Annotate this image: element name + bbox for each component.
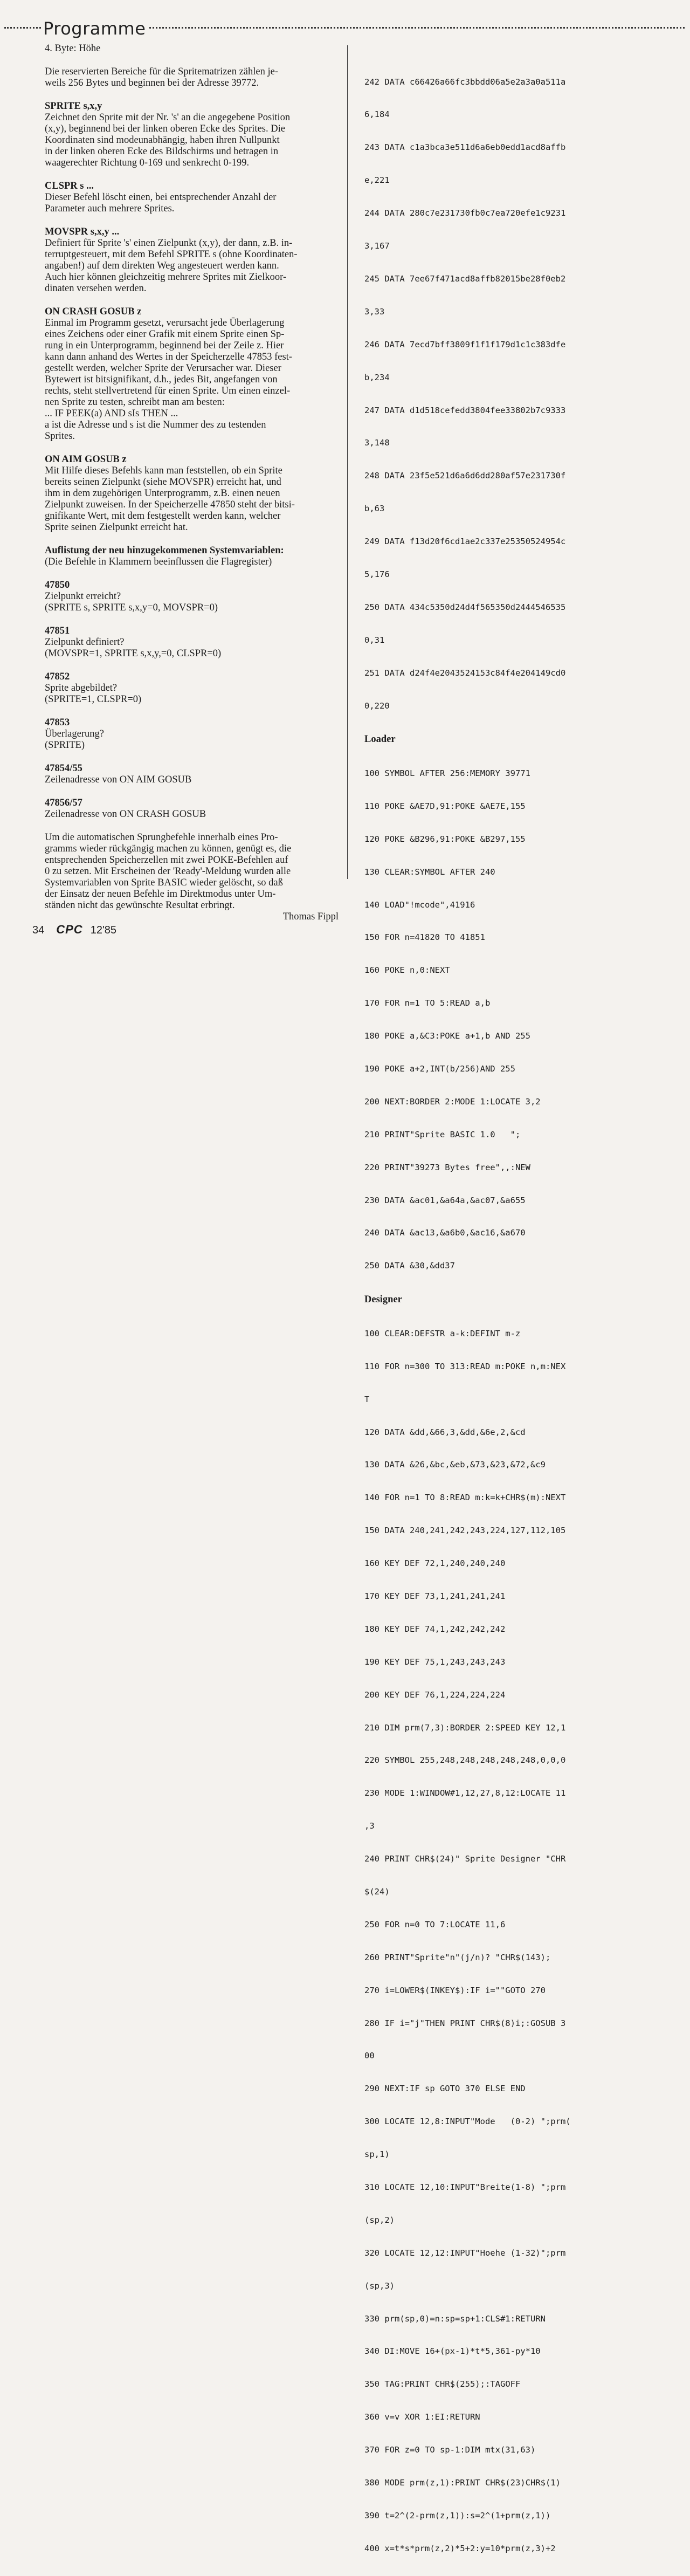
text-line: (x,y), beginnend bei der linken oberen Ecke des Sprites. Die xyxy=(45,123,285,134)
sysvar-item xyxy=(45,798,339,820)
text-line: Überlagerung? xyxy=(45,729,104,739)
code-line: 170 FOR n=1 TO 5:READ a,b xyxy=(364,998,491,1008)
text-line: eines Zeichens oder einer Grafik mit einem Sprite einen Sp- xyxy=(45,329,285,340)
text-line: Koordinaten sind modeunabhängig, haben ihren Nullpunkt xyxy=(45,135,280,146)
command-heading: ON AIM GOSUB z xyxy=(45,454,127,465)
code-line: 160 KEY DEF 72,1,240,240,240 xyxy=(364,1558,506,1569)
code-line: 100 SYMBOL AFTER 256:MEMORY 39771 xyxy=(364,768,530,778)
text-line: weils 256 Bytes und beginnen bei der Adresse 39772. xyxy=(45,78,259,88)
code-line: 380 MODE prm(z,1):PRINT CHR$(23)CHR$(1) xyxy=(364,2478,561,2488)
code-line: 210 DIM prm(7,3):BORDER 2:SPEED KEY 12,1 xyxy=(364,1722,566,1733)
designer-listing xyxy=(364,1306,639,2575)
code-line: b,234 xyxy=(364,372,390,382)
text-line: 4. Byte: Höhe xyxy=(45,43,101,54)
loader-listing xyxy=(364,746,639,1293)
command-heading: ON CRASH GOSUB z xyxy=(45,306,142,317)
text-line: (SPRITE=1, CLSPR=0) xyxy=(45,694,142,705)
code-line: 290 NEXT:IF sp GOTO 370 ELSE END xyxy=(364,2084,526,2094)
code-line: 360 v=v XOR 1:EI:RETURN xyxy=(364,2412,480,2422)
code-line: 230 MODE 1:WINDOW#1,12,27,8,12:LOCATE 11 xyxy=(364,1788,566,1798)
sysvar-address: 47856/57 xyxy=(45,798,82,808)
text-line: angaben!) auf dem direkten Weg angesteuert werden kann. xyxy=(45,260,279,271)
code-line: 245 DATA 7ee67f471acd8affb82015be28f0eb2 xyxy=(364,273,566,284)
text-line: (MOVSPR=1, SPRITE s,x,y,=0, CLSPR=0) xyxy=(45,648,222,659)
code-line: sp,1) xyxy=(364,2149,390,2160)
text-line: dinaten versehen werden. xyxy=(45,283,147,294)
clspr-command xyxy=(45,181,339,215)
reserved-paragraph xyxy=(45,66,339,89)
code-line: 310 LOCATE 12,10:INPUT"Breite(1-8) ";prm xyxy=(364,2182,566,2192)
on-crash-command xyxy=(45,306,339,442)
text-line: 0 zu setzen. Mit Erscheinen der 'Ready'-Meldung wurden alle xyxy=(45,866,291,877)
code-line: 260 PRINT"Sprite"n"(j/n)? "CHR$(143); xyxy=(364,1952,551,1962)
code-line: 110 POKE &AE7D,91:POKE &AE7E,155 xyxy=(364,801,526,811)
magazine-logo: CPC xyxy=(56,923,83,936)
sysvar-address: 47853 xyxy=(45,717,70,728)
designer-heading: Designer xyxy=(364,1294,402,1306)
code-line: 180 POKE a,&C3:POKE a+1,b AND 255 xyxy=(364,1031,530,1041)
text-line: Sprite abgebildet? xyxy=(45,683,118,693)
text-line: ihm in dem zugehörigen Unterprogramm, z.B. einen neuen xyxy=(45,488,280,499)
code-line: 230 DATA &ac01,&a64a,&ac07,&a655 xyxy=(364,1195,526,1205)
code-line: (sp,2) xyxy=(364,2215,395,2225)
sysvar-address: 47852 xyxy=(45,671,70,682)
code-line: 140 FOR n=1 TO 8:READ m:k=k+CHR$(m):NEXT xyxy=(364,1493,566,1503)
column-divider xyxy=(347,45,348,879)
text-line: Parameter auch mehrere Sprites. xyxy=(45,203,175,214)
text-line: (Die Befehle in Klammern beeinflussen die Flagregister) xyxy=(45,557,272,567)
sysvar-item xyxy=(45,717,339,751)
code-line: 370 FOR z=0 TO sp-1:DIM mtx(31,63) xyxy=(364,2445,536,2455)
code-line: 250 DATA &30,&dd37 xyxy=(364,1261,455,1271)
code-line: 130 CLEAR:SYMBOL AFTER 240 xyxy=(364,867,495,877)
text-line: ständen nicht das gewünschte Resultat erbringt. xyxy=(45,900,235,911)
command-heading: SPRITE s,x,y xyxy=(45,101,102,112)
code-line: T xyxy=(364,1394,370,1404)
code-line: 330 prm(sp,0)=n:sp=sp+1:CLS#1:RETURN xyxy=(364,2313,546,2324)
text-line: Sprite seinen Zielpunkt erreicht hat. xyxy=(45,522,188,533)
code-line: 190 KEY DEF 75,1,243,243,243 xyxy=(364,1657,506,1667)
code-line: 390 t=2^(2-prm(z,1)):s=2^(1+prm(z,1)) xyxy=(364,2510,551,2520)
text-line: Sprites. xyxy=(45,431,75,442)
code-line: 350 TAG:PRINT CHR$(255);:TAGOFF xyxy=(364,2379,521,2389)
code-line: 0,220 xyxy=(364,700,390,711)
sysvar-item xyxy=(45,671,339,705)
code-line: 100 CLEAR:DEFSTR a-k:DEFINT m-z xyxy=(364,1328,521,1338)
code-line: 5,176 xyxy=(364,569,390,579)
on-aim-command xyxy=(45,454,339,533)
sysvars-section xyxy=(45,545,339,568)
code-line: 00 xyxy=(364,2051,375,2061)
code-line: e,221 xyxy=(364,175,390,186)
text-line: Einmal im Programm gesetzt, verursacht jede Überlagerung xyxy=(45,318,285,328)
text-line: (SPRITE s, SPRITE s,x,y=0, MOVSPR=0) xyxy=(45,602,218,613)
text-line: gestellt werden, welcher Sprite der Verursacher war. Dieser xyxy=(45,363,281,374)
issue-date: 12'85 xyxy=(90,924,117,936)
code-line: 130 DATA &26,&bc,&eb,&73,&23,&72,&c9 xyxy=(364,1460,546,1470)
command-heading: MOVSPR s,x,y ... xyxy=(45,226,120,237)
text-line: entsprechenden Speicherzellen mit zwei POKE-Befehlen auf xyxy=(45,855,288,865)
text-line: Zielpunkt definiert? xyxy=(45,637,125,648)
section-title: Programme xyxy=(41,18,149,39)
text-line: gnifikante Wert, mit dem festgestellt werden kann, welcher xyxy=(45,511,281,521)
text-line: waagerechter Richtung 0-169 und senkrecht 0-199. xyxy=(45,157,250,168)
code-line: 240 PRINT CHR$(24)" Sprite Designer "CHR xyxy=(364,1854,566,1864)
page-number: 34 xyxy=(32,924,45,936)
text-line: Auch hier können gleichzeitig mehrere Sprites mit Zielkoor- xyxy=(45,272,287,283)
code-line: 320 LOCATE 12,12:INPUT"Hoehe (1-32)";prm xyxy=(364,2248,566,2258)
code-line: 190 POKE a+2,INT(b/256)AND 255 xyxy=(364,1064,515,1074)
text-line: Mit Hilfe dieses Befehls kann man feststellen, ob ein Sprite xyxy=(45,465,282,476)
text-line: Systemvariablen von Sprite BASIC wieder gelöscht, so daß xyxy=(45,877,283,888)
closing-paragraph xyxy=(45,832,339,923)
code-line: 150 DATA 240,241,242,243,224,127,112,105 xyxy=(364,1526,566,1536)
code-line: 200 NEXT:BORDER 2:MODE 1:LOCATE 3,2 xyxy=(364,1096,541,1107)
code-line: 300 LOCATE 12,8:INPUT"Mode (0-2) ";prm( xyxy=(364,2117,571,2127)
code-line: 240 DATA &ac13,&a6b0,&ac16,&a670 xyxy=(364,1228,526,1238)
sprite-command xyxy=(45,101,339,169)
text-line: Zeilenadresse von ON AIM GOSUB xyxy=(45,774,192,785)
text-line: terruptgesteuert, mit dem Befehl SPRITE s (ohne Koordinaten- xyxy=(45,249,298,260)
left-column xyxy=(45,43,339,923)
code-line: 247 DATA d1d518cefedd3804fee33802b7c9333 xyxy=(364,405,566,415)
sysvars-heading: Auflistung der neu hinzugekommenen Systemvariablen: xyxy=(45,545,284,556)
sysvar-address: 47850 xyxy=(45,580,70,590)
sysvar-item xyxy=(45,763,339,786)
code-line: 251 DATA d24f4e2043524153c84f4e204149cd0 xyxy=(364,668,566,678)
code-line: 270 i=LOWER$(INKEY$):IF i=""GOTO 270 xyxy=(364,1985,546,1995)
text-line: Um die automatischen Sprungbefehle innerhalb eines Pro- xyxy=(45,832,278,843)
code-line: 140 LOAD"!mcode",41916 xyxy=(364,899,475,910)
text-line: Zielpunkt erreicht? xyxy=(45,591,121,602)
code-line: 120 POKE &B296,91:POKE &B297,155 xyxy=(364,834,526,844)
loader-heading: Loader xyxy=(364,734,396,745)
text-line: in der linken oberen Ecke des Bildschirms und betragen in xyxy=(45,146,279,157)
code-line: 160 POKE n,0:NEXT xyxy=(364,965,450,976)
data-listing xyxy=(364,54,639,733)
code-line: 150 FOR n=41820 TO 41851 xyxy=(364,932,485,943)
code-line: ,3 xyxy=(364,1821,375,1831)
code-line: 340 DI:MOVE 16+(px-1)*t*5,361-py*10 xyxy=(364,2346,541,2357)
movspr-command xyxy=(45,226,339,294)
code-line: 200 KEY DEF 76,1,224,224,224 xyxy=(364,1689,506,1700)
code-line: b,63 xyxy=(364,504,385,514)
sysvar-item xyxy=(45,626,339,660)
code-line: (sp,3) xyxy=(364,2280,395,2291)
text-line: Die reservierten Bereiche für die Spritematrizen zählen je- xyxy=(45,66,278,77)
text-line: kann dann anhand des Wertes in der Speicherzelle 47853 fest- xyxy=(45,352,292,362)
text-line: nen Sprite zu testen, schreibt man am besten: xyxy=(45,397,225,408)
code-line: 220 SYMBOL 255,248,248,248,248,248,0,0,0 xyxy=(364,1755,566,1766)
code-line: 220 PRINT"39273 Bytes free",,:NEW xyxy=(364,1162,530,1172)
code-line: 170 KEY DEF 73,1,241,241,241 xyxy=(364,1591,506,1601)
code-line: 3,167 xyxy=(364,241,390,251)
intro-block xyxy=(45,43,339,54)
text-line: Zielpunkt zuweisen. In der Speicherzelle 47850 steht der bitsi- xyxy=(45,499,295,510)
page-footer xyxy=(32,923,116,937)
text-line: der Einsatz der neuen Befehle im Direktmodus unter Um- xyxy=(45,889,276,899)
code-line: 249 DATA f13d20f6cd1ae2c337e25350524954c xyxy=(364,537,566,547)
right-column xyxy=(364,54,639,2576)
text-line: Bytewert ist bitsignifikant, d.h., jedes Bit, angefangen von xyxy=(45,374,278,385)
text-line: gramms wieder rückgängig machen zu können, genügt es, die xyxy=(45,843,292,854)
code-line: 3,148 xyxy=(364,438,390,448)
sysvar-address: 47854/55 xyxy=(45,763,82,774)
code-line: 0,31 xyxy=(364,635,385,645)
command-heading: CLSPR s ... xyxy=(45,181,94,191)
text-line: Zeilenadresse von ON CRASH GOSUB xyxy=(45,809,206,820)
code-line: 243 DATA c1a3bca3e511d6a6eb0edd1acd8affb xyxy=(364,142,566,153)
author-signature: Thomas Fippl xyxy=(282,911,339,922)
sysvar-item xyxy=(45,580,339,614)
text-line: Dieser Befehl löscht einen, bei entsprechender Anzahl der xyxy=(45,192,277,203)
code-line: 3,33 xyxy=(364,306,385,317)
code-line: 210 PRINT"Sprite BASIC 1.0 "; xyxy=(364,1129,521,1139)
text-line: rung in ein Unterprogramm, beginnend bei der Zeile z. Hier xyxy=(45,340,284,351)
code-line: 250 DATA 434c5350d24d4f565350d2444546535 xyxy=(364,602,566,612)
sysvar-address: 47851 xyxy=(45,626,70,636)
code-line: 248 DATA 23f5e521d6a6d6dd280af57e231730f xyxy=(364,471,566,481)
code-line: 110 FOR n=300 TO 313:READ m:POKE n,m:NEX xyxy=(364,1361,566,1371)
code-line: $(24) xyxy=(364,1886,390,1897)
text-line: Definiert für Sprite 's' einen Zielpunkt (x,y), der dann, z.B. in- xyxy=(45,238,293,249)
text-line: bereits seinen Zielpunkt (siehe MOVSPR) erreicht hat, und xyxy=(45,477,281,487)
text-line: rechts, steht stellvertretend für einen Sprite. Um einen einzel- xyxy=(45,386,291,396)
code-line: 280 IF i="j"THEN PRINT CHR$(8)i;:GOSUB 3 xyxy=(364,2018,566,2028)
text-line: Zeichnet den Sprite mit der Nr. 's' an die angegebene Position xyxy=(45,112,291,123)
code-line: 242 DATA c66426a66fc3bbdd06a5e2a3a0a511a xyxy=(364,77,566,87)
code-line: 400 x=t*s*prm(z,2)*5+2:y=10*prm(z,3)+2 xyxy=(364,2543,556,2553)
code-line: 246 DATA 7ecd7bff3809f1f1f179d1c1c383dfe xyxy=(364,339,566,349)
text-line: a ist die Adresse und s ist die Nummer des zu testenden xyxy=(45,420,266,430)
code-line: 120 DATA &dd,&66,3,&dd,&6e,2,&cd xyxy=(364,1427,526,1437)
code-line: 180 KEY DEF 74,1,242,242,242 xyxy=(364,1624,506,1634)
code-line: 6,184 xyxy=(364,109,390,120)
code-line: 244 DATA 280c7e231730fb0c7ea720efe1c9231 xyxy=(364,208,566,218)
code-line: 250 FOR n=0 TO 7:LOCATE 11,6 xyxy=(364,1919,506,1929)
text-line: (SPRITE) xyxy=(45,740,85,751)
text-line: ... IF PEEK(a) AND sIs THEN ... xyxy=(45,408,178,419)
